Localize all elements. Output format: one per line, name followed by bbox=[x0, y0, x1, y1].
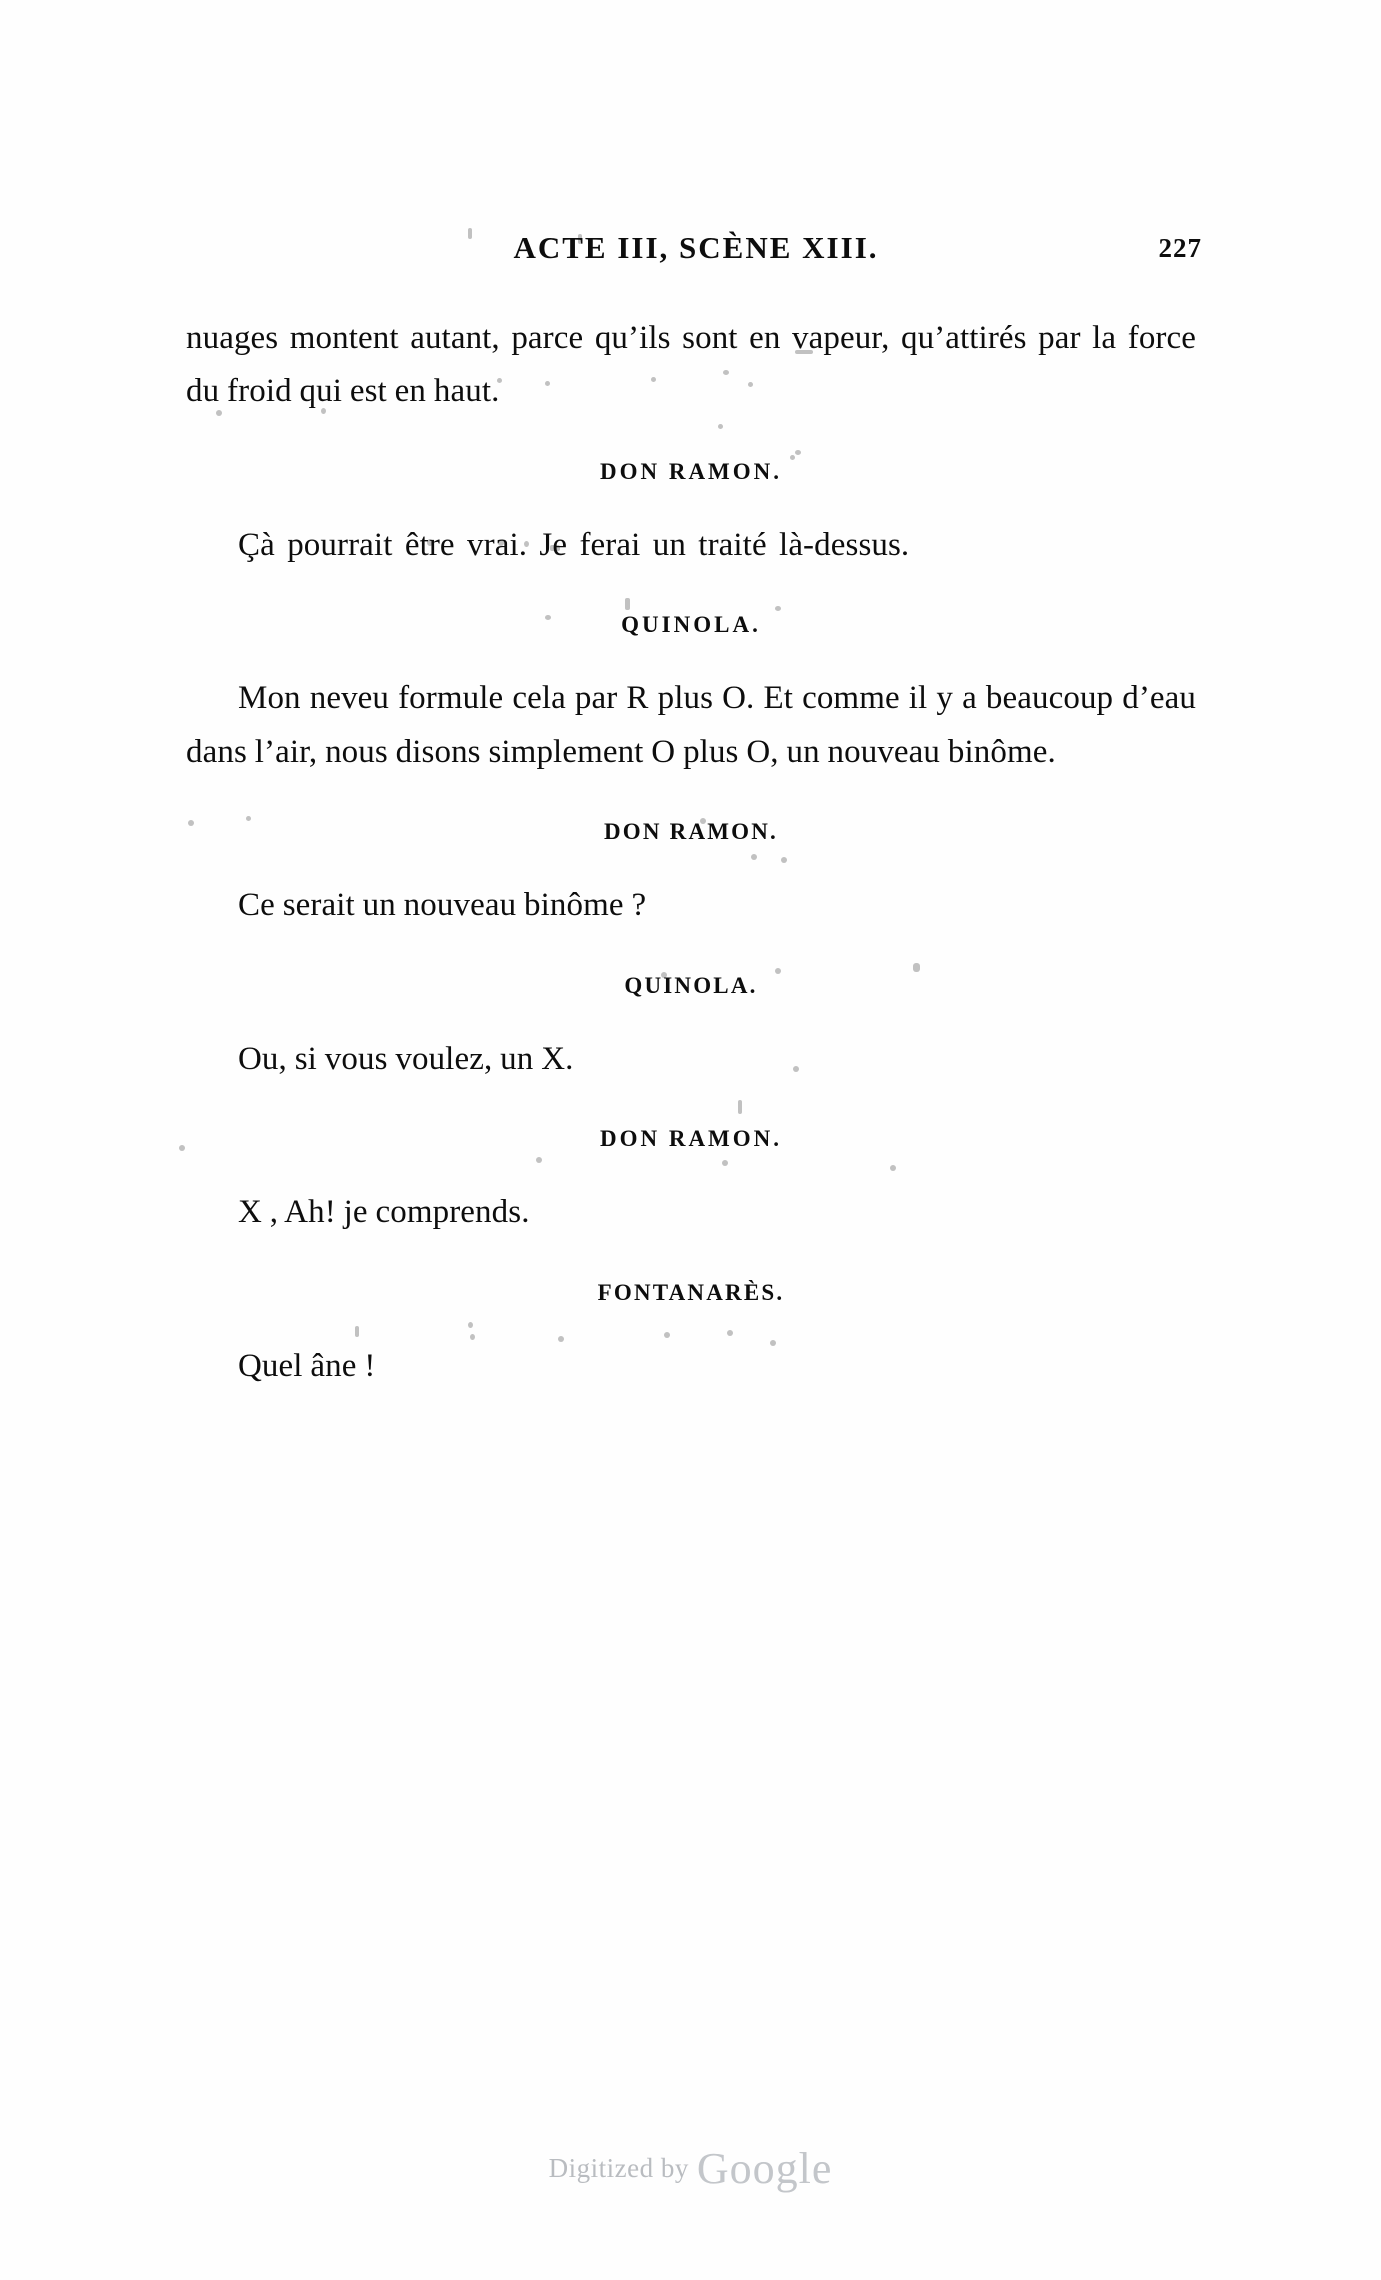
page-body bbox=[186, 230, 1202, 1399]
speaker-fontanares: FONTANARÈS. bbox=[597, 1279, 785, 1305]
scan-speck bbox=[179, 1145, 185, 1151]
speaker-don-ramon-3: DON RAMON. bbox=[599, 1126, 783, 1152]
paragraph-ca-pourrait: Çà pourrait être vrai. Je ferai un traité là-dessus. bbox=[238, 526, 910, 563]
paragraph-nuages: nuages montent autant, parce qu’ils sont en vapeur, qu’attirés par la force du froid qui est en haut. bbox=[186, 320, 1196, 410]
speaker-don-ramon-1: DON RAMON. bbox=[599, 458, 783, 484]
page-header bbox=[186, 230, 1202, 266]
speaker-don-ramon-2: DON RAMON. bbox=[603, 819, 779, 845]
paragraph-quel-ane: Quel âne ! bbox=[238, 1347, 376, 1384]
page-number: 227 bbox=[1158, 233, 1202, 263]
speaker-quinola-1: QUINOLA. bbox=[621, 612, 761, 638]
speaker-quinola-2: QUINOLA. bbox=[624, 972, 758, 998]
paragraph-mon-neveu: Mon neveu formule cela par R plus O. Et comme il y a beaucoup d’eau dans l’air, nous disons simplement O plus O, un nouveau binôme. bbox=[186, 680, 1196, 770]
running-head: ACTE III, SCÈNE XIII. bbox=[513, 230, 879, 265]
google-wordmark: Google bbox=[696, 2144, 833, 2193]
digitization-credit bbox=[0, 2143, 1381, 2194]
digitized-by-label: Digitized by bbox=[548, 2153, 689, 2183]
paragraph-ou-si-vous-voulez: Ou, si vous voulez, un X. bbox=[238, 1040, 574, 1077]
paragraph-x-ah: X , Ah! je comprends. bbox=[238, 1194, 530, 1231]
paragraph-ce-serait: Ce serait un nouveau binôme ? bbox=[238, 887, 647, 924]
